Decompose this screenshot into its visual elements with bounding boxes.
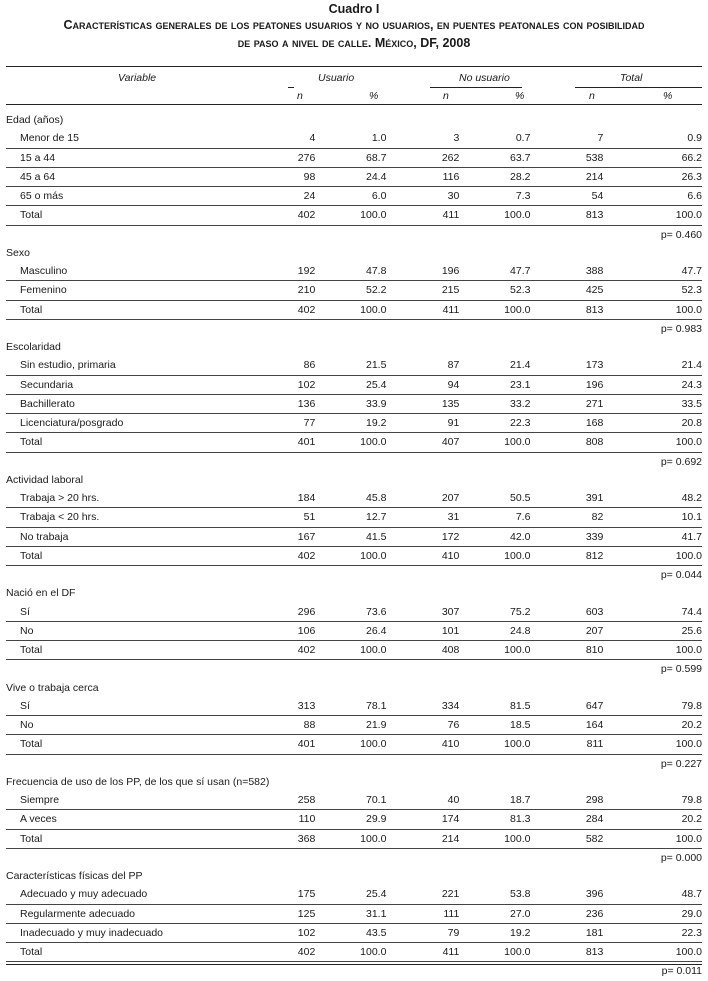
usuario-pct: 12.7 [315, 508, 386, 527]
no-usuario-pct: 100.0 [459, 433, 530, 452]
header-n-usuario: n [297, 90, 303, 102]
row-label: Total [6, 433, 278, 452]
no-usuario-n: 87 [386, 356, 459, 375]
no-usuario-n: 410 [386, 735, 459, 754]
no-usuario-n: 111 [386, 904, 459, 923]
usuario-pct: 100.0 [315, 735, 386, 754]
no-usuario-n: 307 [386, 603, 459, 622]
usuario-pct: 21.5 [315, 356, 386, 375]
header-pct-no-usuario: % [515, 90, 525, 102]
total-n: 196 [530, 375, 603, 394]
usuario-pct: 78.1 [315, 697, 386, 716]
no-usuario-pct: 52.3 [459, 281, 530, 300]
usuario-span-rule [288, 87, 294, 88]
usuario-pct: 100.0 [315, 546, 386, 565]
usuario-n: 88 [278, 716, 316, 735]
group-label: Vive o trabaja cerca [6, 681, 99, 694]
p-value-row [6, 452, 702, 471]
p-value: p= 0.692 [660, 455, 702, 468]
group-label: Características físicas del PP [6, 870, 143, 883]
total-pct: 52.3 [603, 281, 702, 300]
header-total: Total [620, 72, 643, 84]
data-table [6, 111, 702, 981]
no-usuario-n: 94 [386, 375, 459, 394]
no-usuario-n: 91 [386, 414, 459, 433]
total-pct: 100.0 [603, 300, 702, 319]
total-n: 582 [530, 829, 603, 848]
total-n: 388 [530, 262, 603, 281]
row-label: Total [6, 829, 278, 848]
table-row [6, 810, 702, 829]
p-value: p= 0.227 [660, 757, 702, 770]
total-n: 284 [530, 810, 603, 829]
no-usuario-pct: 53.8 [459, 885, 530, 904]
total-n: 396 [530, 885, 603, 904]
usuario-n: 106 [278, 621, 316, 640]
table-row [6, 167, 702, 186]
usuario-n: 102 [278, 375, 316, 394]
group-label: Actividad laboral [6, 473, 84, 486]
row-label: Siempre [6, 791, 278, 810]
row-label: Trabaja < 20 hrs. [6, 508, 278, 527]
table-row [6, 394, 702, 413]
no-usuario-pct: 100.0 [459, 641, 530, 660]
group-header-row [6, 471, 702, 489]
total-row [6, 546, 702, 565]
total-n: 538 [530, 148, 603, 167]
no-usuario-n: 407 [386, 433, 459, 452]
table-row [6, 262, 702, 281]
group-header-row [6, 584, 702, 602]
usuario-n: 192 [278, 262, 316, 281]
no-usuario-n: 408 [386, 641, 459, 660]
row-label: Sí [6, 697, 278, 716]
row-label: 65 o más [6, 187, 278, 206]
total-span-rule [575, 87, 702, 88]
p-value-row [6, 848, 702, 867]
no-usuario-pct: 18.7 [459, 791, 530, 810]
group-header-row [6, 111, 702, 129]
group-header-row [6, 338, 702, 356]
no-usuario-pct: 42.0 [459, 527, 530, 546]
no-usuario-n: 214 [386, 829, 459, 848]
row-label: Total [6, 735, 278, 754]
no-usuario-n: 411 [386, 206, 459, 225]
p-value: p= 0.011 [661, 965, 702, 978]
total-pct: 74.4 [603, 603, 702, 622]
usuario-pct: 100.0 [315, 433, 386, 452]
total-n: 339 [530, 527, 603, 546]
row-label: Femenino [6, 281, 278, 300]
table-row [6, 414, 702, 433]
header-no-usuario: No usuario [459, 72, 510, 84]
header-pct-total: % [663, 90, 673, 102]
usuario-n: 86 [278, 356, 316, 375]
total-n: 603 [530, 603, 603, 622]
row-label: No trabaja [6, 527, 278, 546]
usuario-n: 125 [278, 904, 316, 923]
usuario-pct: 33.9 [315, 394, 386, 413]
no-usuario-pct: 18.5 [459, 716, 530, 735]
usuario-pct: 26.4 [315, 621, 386, 640]
no-usuario-pct: 21.4 [459, 356, 530, 375]
no-usuario-n: 410 [386, 546, 459, 565]
total-pct: 48.7 [603, 885, 702, 904]
total-pct: 100.0 [603, 206, 702, 225]
usuario-n: 167 [278, 527, 316, 546]
no-usuario-pct: 24.8 [459, 621, 530, 640]
total-n: 168 [530, 414, 603, 433]
group-header-row [6, 244, 702, 262]
total-n: 271 [530, 394, 603, 413]
table-body [6, 111, 702, 981]
usuario-pct: 29.9 [315, 810, 386, 829]
table-row [6, 885, 702, 904]
p-value: p= 0.044 [660, 569, 702, 582]
usuario-pct: 100.0 [315, 206, 386, 225]
table-row [6, 527, 702, 546]
total-n: 181 [530, 923, 603, 942]
row-label: Trabaja > 20 hrs. [6, 489, 278, 508]
usuario-pct: 100.0 [315, 943, 386, 962]
row-label: Total [6, 300, 278, 319]
table-row [6, 375, 702, 394]
usuario-n: 175 [278, 885, 316, 904]
row-label: Total [6, 641, 278, 660]
usuario-n: 24 [278, 187, 316, 206]
no-usuario-n: 262 [386, 148, 459, 167]
no-usuario-pct: 23.1 [459, 375, 530, 394]
no-usuario-pct: 81.3 [459, 810, 530, 829]
table-caption [0, 2, 708, 52]
total-pct: 0.9 [603, 129, 702, 148]
total-row [6, 735, 702, 754]
no-usuario-n: 221 [386, 885, 459, 904]
row-label: No [6, 716, 278, 735]
table-row [6, 697, 702, 716]
p-value-row [6, 225, 702, 244]
usuario-n: 368 [278, 829, 316, 848]
usuario-pct: 100.0 [315, 300, 386, 319]
no-usuario-n: 135 [386, 394, 459, 413]
total-pct: 66.2 [603, 148, 702, 167]
total-n: 173 [530, 356, 603, 375]
usuario-n: 402 [278, 943, 316, 962]
bottom-rule [6, 964, 702, 965]
total-pct: 47.7 [603, 262, 702, 281]
usuario-n: 402 [278, 300, 316, 319]
total-n: 808 [530, 433, 603, 452]
usuario-pct: 1.0 [315, 129, 386, 148]
p-value: p= 0.000 [660, 851, 702, 864]
no-usuario-pct: 19.2 [459, 923, 530, 942]
total-pct: 33.5 [603, 394, 702, 413]
table-row [6, 129, 702, 148]
no-usuario-pct: 63.7 [459, 148, 530, 167]
table-row [6, 508, 702, 527]
usuario-pct: 100.0 [315, 829, 386, 848]
group-label: Sexo [6, 246, 30, 259]
table-row [6, 187, 702, 206]
no-usuario-n: 30 [386, 187, 459, 206]
no-usuario-pct: 81.5 [459, 697, 530, 716]
row-label: Sin estudio, primaria [6, 356, 278, 375]
usuario-pct: 19.2 [315, 414, 386, 433]
row-label: A veces [6, 810, 278, 829]
p-value: p= 0.983 [660, 322, 702, 335]
usuario-n: 77 [278, 414, 316, 433]
no-usuario-n: 334 [386, 697, 459, 716]
table-row [6, 356, 702, 375]
total-pct: 20.2 [603, 810, 702, 829]
usuario-pct: 73.6 [315, 603, 386, 622]
row-label: Inadecuado y muy inadecuado [6, 923, 278, 942]
total-pct: 22.3 [603, 923, 702, 942]
p-value-row [6, 566, 702, 585]
total-n: 425 [530, 281, 603, 300]
usuario-n: 402 [278, 206, 316, 225]
total-row [6, 300, 702, 319]
usuario-n: 210 [278, 281, 316, 300]
usuario-pct: 43.5 [315, 923, 386, 942]
table-row [6, 791, 702, 810]
no-usuario-pct: 33.2 [459, 394, 530, 413]
total-n: 207 [530, 621, 603, 640]
row-label: No [6, 621, 278, 640]
no-usuario-n: 207 [386, 489, 459, 508]
header-usuario: Usuario [318, 72, 355, 84]
total-pct: 20.8 [603, 414, 702, 433]
p-value-row [6, 319, 702, 338]
table-row [6, 923, 702, 942]
usuario-n: 184 [278, 489, 316, 508]
no-usuario-pct: 100.0 [459, 546, 530, 565]
no-usuario-pct: 22.3 [459, 414, 530, 433]
total-pct: 100.0 [603, 943, 702, 962]
usuario-pct: 45.8 [315, 489, 386, 508]
no-usuario-n: 31 [386, 508, 459, 527]
row-label: Total [6, 206, 278, 225]
usuario-n: 401 [278, 735, 316, 754]
no-usuario-pct: 27.0 [459, 904, 530, 923]
total-row [6, 641, 702, 660]
total-pct: 21.4 [603, 356, 702, 375]
row-label: Masculino [6, 262, 278, 281]
no-usuario-pct: 28.2 [459, 167, 530, 186]
usuario-pct: 52.2 [315, 281, 386, 300]
document-page [0, 2, 708, 978]
header-n-no-usuario: n [443, 90, 449, 102]
header-bottom-rule [6, 104, 702, 105]
total-n: 813 [530, 943, 603, 962]
top-rule [6, 66, 702, 67]
table-number: Cuadro I [328, 2, 380, 16]
total-n: 54 [530, 187, 603, 206]
table-title [14, 16, 694, 52]
row-label: Sí [6, 603, 278, 622]
no-usuario-n: 411 [386, 300, 459, 319]
total-pct: 48.2 [603, 489, 702, 508]
usuario-n: 4 [278, 129, 316, 148]
usuario-n: 110 [278, 810, 316, 829]
usuario-pct: 21.9 [315, 716, 386, 735]
no-usuario-n: 40 [386, 791, 459, 810]
total-row [6, 943, 702, 962]
total-n: 82 [530, 508, 603, 527]
total-pct: 100.0 [603, 735, 702, 754]
usuario-pct: 41.5 [315, 527, 386, 546]
total-pct: 29.0 [603, 904, 702, 923]
no-usuario-pct: 0.7 [459, 129, 530, 148]
no-usuario-span-rule [430, 87, 522, 88]
total-pct: 100.0 [603, 546, 702, 565]
group-label: Edad (años) [6, 114, 64, 127]
total-n: 812 [530, 546, 603, 565]
total-n: 236 [530, 904, 603, 923]
usuario-pct: 47.8 [315, 262, 386, 281]
total-pct: 100.0 [603, 641, 702, 660]
usuario-n: 313 [278, 697, 316, 716]
p-value-row [6, 660, 702, 679]
no-usuario-pct: 47.7 [459, 262, 530, 281]
total-pct: 100.0 [603, 829, 702, 848]
no-usuario-pct: 100.0 [459, 829, 530, 848]
table-title-line-1: Características generales de los peatones usuarios y no usuarios, en puentes peatonales con posibilidad [63, 18, 645, 32]
table-row [6, 489, 702, 508]
usuario-n: 136 [278, 394, 316, 413]
total-pct: 25.6 [603, 621, 702, 640]
no-usuario-n: 411 [386, 943, 459, 962]
header-pct-usuario: % [369, 90, 379, 102]
table-row [6, 621, 702, 640]
row-label: 45 a 64 [6, 167, 278, 186]
usuario-n: 276 [278, 148, 316, 167]
table-row [6, 904, 702, 923]
no-usuario-n: 174 [386, 810, 459, 829]
total-n: 214 [530, 167, 603, 186]
usuario-pct: 31.1 [315, 904, 386, 923]
table-title-line-2: de paso a nivel de calle. México, DF, 2008 [237, 36, 471, 50]
no-usuario-pct: 100.0 [459, 206, 530, 225]
p-value: p= 0.599 [660, 663, 702, 676]
table-row [6, 603, 702, 622]
usuario-pct: 70.1 [315, 791, 386, 810]
table-row [6, 148, 702, 167]
total-n: 7 [530, 129, 603, 148]
no-usuario-pct: 7.3 [459, 187, 530, 206]
no-usuario-pct: 7.6 [459, 508, 530, 527]
total-n: 647 [530, 697, 603, 716]
no-usuario-pct: 50.5 [459, 489, 530, 508]
usuario-n: 102 [278, 923, 316, 942]
no-usuario-pct: 100.0 [459, 735, 530, 754]
row-label: Adecuado y muy adecuado [6, 885, 278, 904]
row-label: Bachillerato [6, 394, 278, 413]
group-header-row [6, 867, 702, 885]
total-pct: 100.0 [603, 433, 702, 452]
no-usuario-n: 196 [386, 262, 459, 281]
no-usuario-n: 3 [386, 129, 459, 148]
usuario-n: 258 [278, 791, 316, 810]
total-n: 810 [530, 641, 603, 660]
total-pct: 20.2 [603, 716, 702, 735]
total-pct: 6.6 [603, 187, 702, 206]
no-usuario-n: 116 [386, 167, 459, 186]
no-usuario-pct: 100.0 [459, 943, 530, 962]
total-n: 391 [530, 489, 603, 508]
total-pct: 79.8 [603, 791, 702, 810]
usuario-n: 402 [278, 641, 316, 660]
total-n: 813 [530, 300, 603, 319]
p-value-row [6, 754, 702, 773]
total-n: 813 [530, 206, 603, 225]
header-variable: Variable [118, 72, 157, 84]
row-label: Total [6, 943, 278, 962]
row-label: Licenciatura/posgrado [6, 414, 278, 433]
row-label: 15 a 44 [6, 148, 278, 167]
row-label: Total [6, 546, 278, 565]
group-label: Nació en el DF [6, 587, 76, 600]
no-usuario-pct: 75.2 [459, 603, 530, 622]
total-n: 298 [530, 791, 603, 810]
table-row [6, 281, 702, 300]
usuario-pct: 68.7 [315, 148, 386, 167]
no-usuario-n: 79 [386, 923, 459, 942]
no-usuario-pct: 100.0 [459, 300, 530, 319]
usuario-n: 401 [278, 433, 316, 452]
usuario-n: 296 [278, 603, 316, 622]
total-pct: 10.1 [603, 508, 702, 527]
total-pct: 41.7 [603, 527, 702, 546]
total-n: 811 [530, 735, 603, 754]
header-n-total: n [589, 90, 595, 102]
no-usuario-n: 76 [386, 716, 459, 735]
total-pct: 24.3 [603, 375, 702, 394]
group-label: Escolaridad [6, 341, 61, 354]
usuario-pct: 6.0 [315, 187, 386, 206]
total-row [6, 829, 702, 848]
p-value: p= 0.460 [660, 228, 702, 241]
row-label: Regularmente adecuado [6, 904, 278, 923]
usuario-pct: 25.4 [315, 885, 386, 904]
total-row [6, 206, 702, 225]
no-usuario-n: 101 [386, 621, 459, 640]
usuario-n: 51 [278, 508, 316, 527]
total-pct: 79.8 [603, 697, 702, 716]
group-label: Frecuencia de uso de los PP, de los que sí usan (n=582) [6, 775, 270, 788]
group-header-row [6, 679, 702, 697]
usuario-pct: 24.4 [315, 167, 386, 186]
total-n: 164 [530, 716, 603, 735]
usuario-pct: 25.4 [315, 375, 386, 394]
no-usuario-n: 172 [386, 527, 459, 546]
group-header-row [6, 773, 702, 791]
table-row [6, 716, 702, 735]
total-row [6, 433, 702, 452]
row-label: Menor de 15 [6, 129, 278, 148]
usuario-n: 98 [278, 167, 316, 186]
total-pct: 26.3 [603, 167, 702, 186]
row-label: Secundaria [6, 375, 278, 394]
usuario-n: 402 [278, 546, 316, 565]
usuario-pct: 100.0 [315, 641, 386, 660]
no-usuario-n: 215 [386, 281, 459, 300]
